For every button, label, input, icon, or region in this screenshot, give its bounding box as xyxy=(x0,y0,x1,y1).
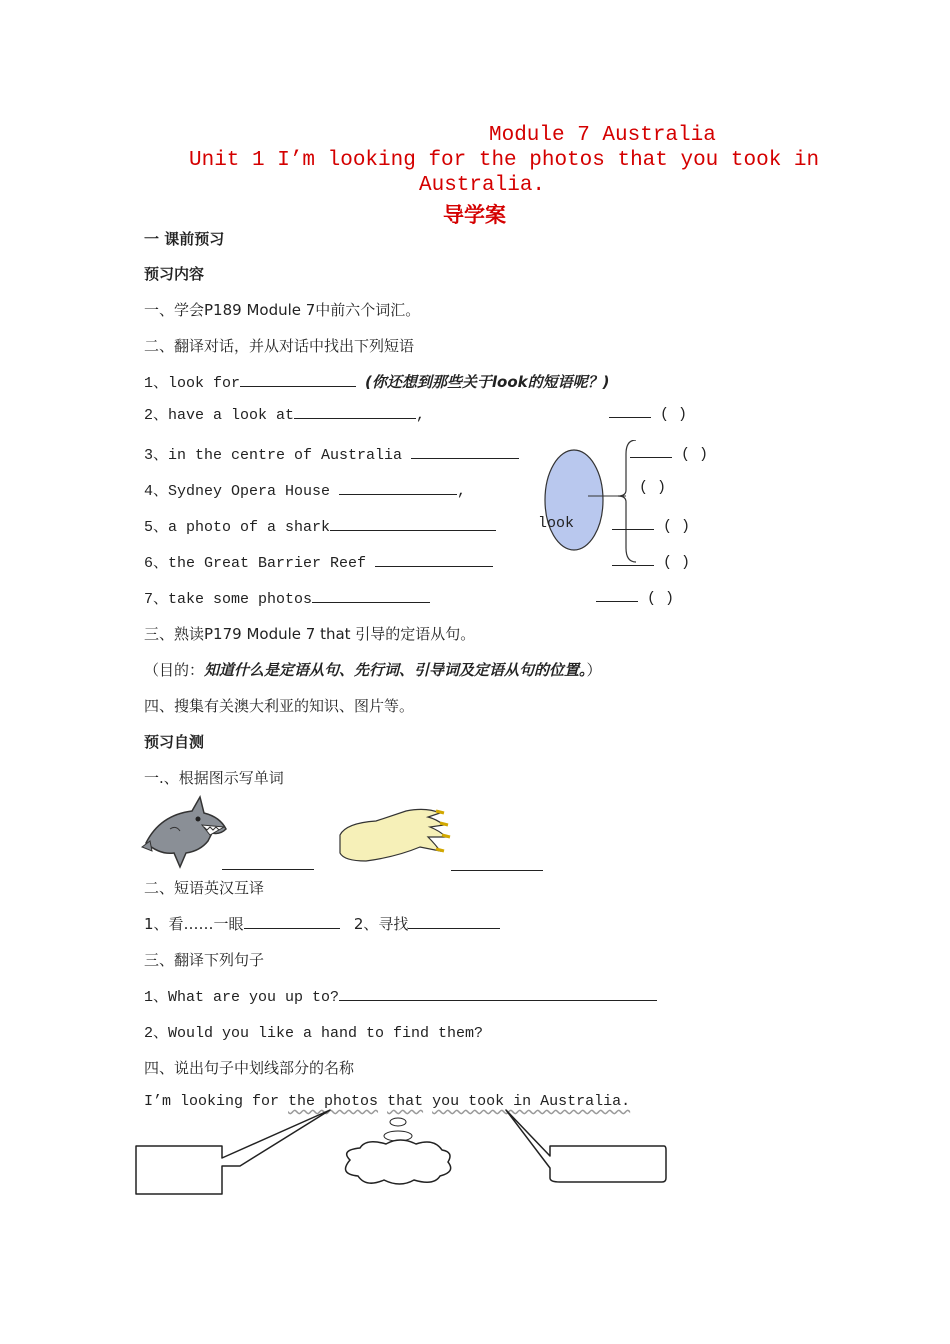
title-unit-cont: Australia. xyxy=(419,174,546,197)
answer-blank[interactable] xyxy=(612,515,654,530)
answer-blank[interactable] xyxy=(408,914,500,929)
answer-blank[interactable] xyxy=(339,986,657,1001)
preview-content-heading: 预习内容 xyxy=(144,265,205,283)
look-answer-2 xyxy=(630,443,708,463)
callout-diagram xyxy=(130,1106,675,1201)
look-answer-5 xyxy=(612,551,690,571)
phrase-row-1 xyxy=(144,371,609,392)
preview-item-2: 二、翻译对话，并从对话中找出下列短语 xyxy=(144,337,415,355)
phrase-label: 2、have a look at xyxy=(144,407,295,424)
test-3-heading: 三、翻译下列句子 xyxy=(144,951,265,969)
test-2-items xyxy=(144,913,500,934)
antecedent-underlined: the photos xyxy=(288,1093,379,1110)
shark-answer-blank[interactable] xyxy=(222,855,314,870)
goal-text: 知道什么是定语从句、先行词、引导词及定语从句的位置。 xyxy=(204,661,587,679)
look-answer-6 xyxy=(596,587,674,607)
preview-goal xyxy=(144,659,602,680)
thought-bubble-small xyxy=(390,1118,406,1126)
preview-item-1: 一、学会P189 Module 7中前六个词汇。 xyxy=(144,301,421,319)
hand-answer-blank[interactable] xyxy=(451,856,543,871)
relative-pronoun-underlined: that xyxy=(387,1093,424,1110)
look-oval xyxy=(545,450,603,550)
phrase-label: 3、in the centre of Australia xyxy=(144,447,403,464)
answer-blank[interactable] xyxy=(612,551,654,566)
look-answer-4 xyxy=(612,515,690,535)
answer-blank[interactable] xyxy=(411,444,519,459)
phrase-label: 1、look for xyxy=(144,375,241,392)
paren: ( ) xyxy=(660,406,688,423)
phrase-row-6 xyxy=(144,551,493,572)
hand-icon xyxy=(336,805,456,865)
thought-cloud xyxy=(346,1140,451,1184)
title-guide: 导学案 xyxy=(443,203,506,227)
callout-box-right xyxy=(506,1110,666,1182)
paren: ( ) xyxy=(639,479,667,496)
answer-blank[interactable] xyxy=(244,914,340,929)
question-text: 1、What are you up to? xyxy=(144,989,340,1006)
test-4-heading: 四、说出句子中划线部分的名称 xyxy=(144,1059,355,1077)
answer-blank[interactable] xyxy=(596,587,638,602)
phrase-label: 4、Sydney Opera House xyxy=(144,483,331,500)
title-module: Module 7 Australia xyxy=(489,124,716,147)
title-unit: Unit 1 I’m looking for the photos that you took in xyxy=(189,149,820,172)
answer-blank[interactable] xyxy=(240,372,356,387)
test-3-q2: 2、Would you like a hand to find them? xyxy=(144,1025,484,1042)
test-2-heading: 二、短语英汉互译 xyxy=(144,879,265,897)
answer-blank[interactable] xyxy=(630,443,672,458)
phrase-row-4 xyxy=(144,479,466,500)
answer-blank[interactable] xyxy=(312,588,430,603)
comma: , xyxy=(416,407,426,424)
preview-item-4: 四、搜集有关澳大利亚的知识、图片等。 xyxy=(144,697,415,715)
phrase-label: 7、take some photos xyxy=(144,591,313,608)
goal-suffix: ） xyxy=(586,661,602,679)
answer-blank[interactable] xyxy=(375,552,493,567)
shark-icon xyxy=(140,795,230,875)
phrase-note: (你还想到那些关于look的短语呢？) xyxy=(365,373,610,391)
look-answer-1 xyxy=(609,403,687,423)
test-2-item-2: 2、寻找 xyxy=(353,915,409,933)
phrase-row-3 xyxy=(144,443,519,464)
look-answer-3 xyxy=(639,479,666,496)
paren: ( ) xyxy=(663,518,691,535)
comma: , xyxy=(457,483,467,500)
look-label: look xyxy=(538,515,575,532)
answer-blank[interactable] xyxy=(294,404,416,419)
paren: ( ) xyxy=(647,590,675,607)
test-2-item-1: 1、看……一眼 xyxy=(144,915,244,933)
preview-item-3: 三、熟读P179 Module 7 that 引导的定语从句。 xyxy=(144,625,476,643)
phrase-label: 5、a photo of a shark xyxy=(144,519,331,536)
sentence-part: I’m looking for xyxy=(144,1093,289,1110)
paren: ( ) xyxy=(681,446,709,463)
goal-prefix: （目的： xyxy=(144,661,205,679)
answer-blank[interactable] xyxy=(330,516,496,531)
phrase-row-2 xyxy=(144,403,425,424)
section-preview-heading: 一 课前预习 xyxy=(144,230,225,248)
test-1-heading: 一.、根据图示写单词 xyxy=(144,769,284,787)
phrase-label: 6、the Great Barrier Reef xyxy=(144,555,367,572)
callout-box-left xyxy=(136,1110,330,1194)
answer-blank[interactable] xyxy=(609,403,651,418)
answer-blank[interactable] xyxy=(339,480,457,495)
phrase-row-7 xyxy=(144,587,430,608)
paren: ( ) xyxy=(663,554,691,571)
test-3-q1 xyxy=(144,985,657,1006)
clause-underlined: you took in Australia. xyxy=(432,1093,631,1110)
phrase-row-5 xyxy=(144,515,496,536)
self-test-heading: 预习自测 xyxy=(144,733,205,751)
